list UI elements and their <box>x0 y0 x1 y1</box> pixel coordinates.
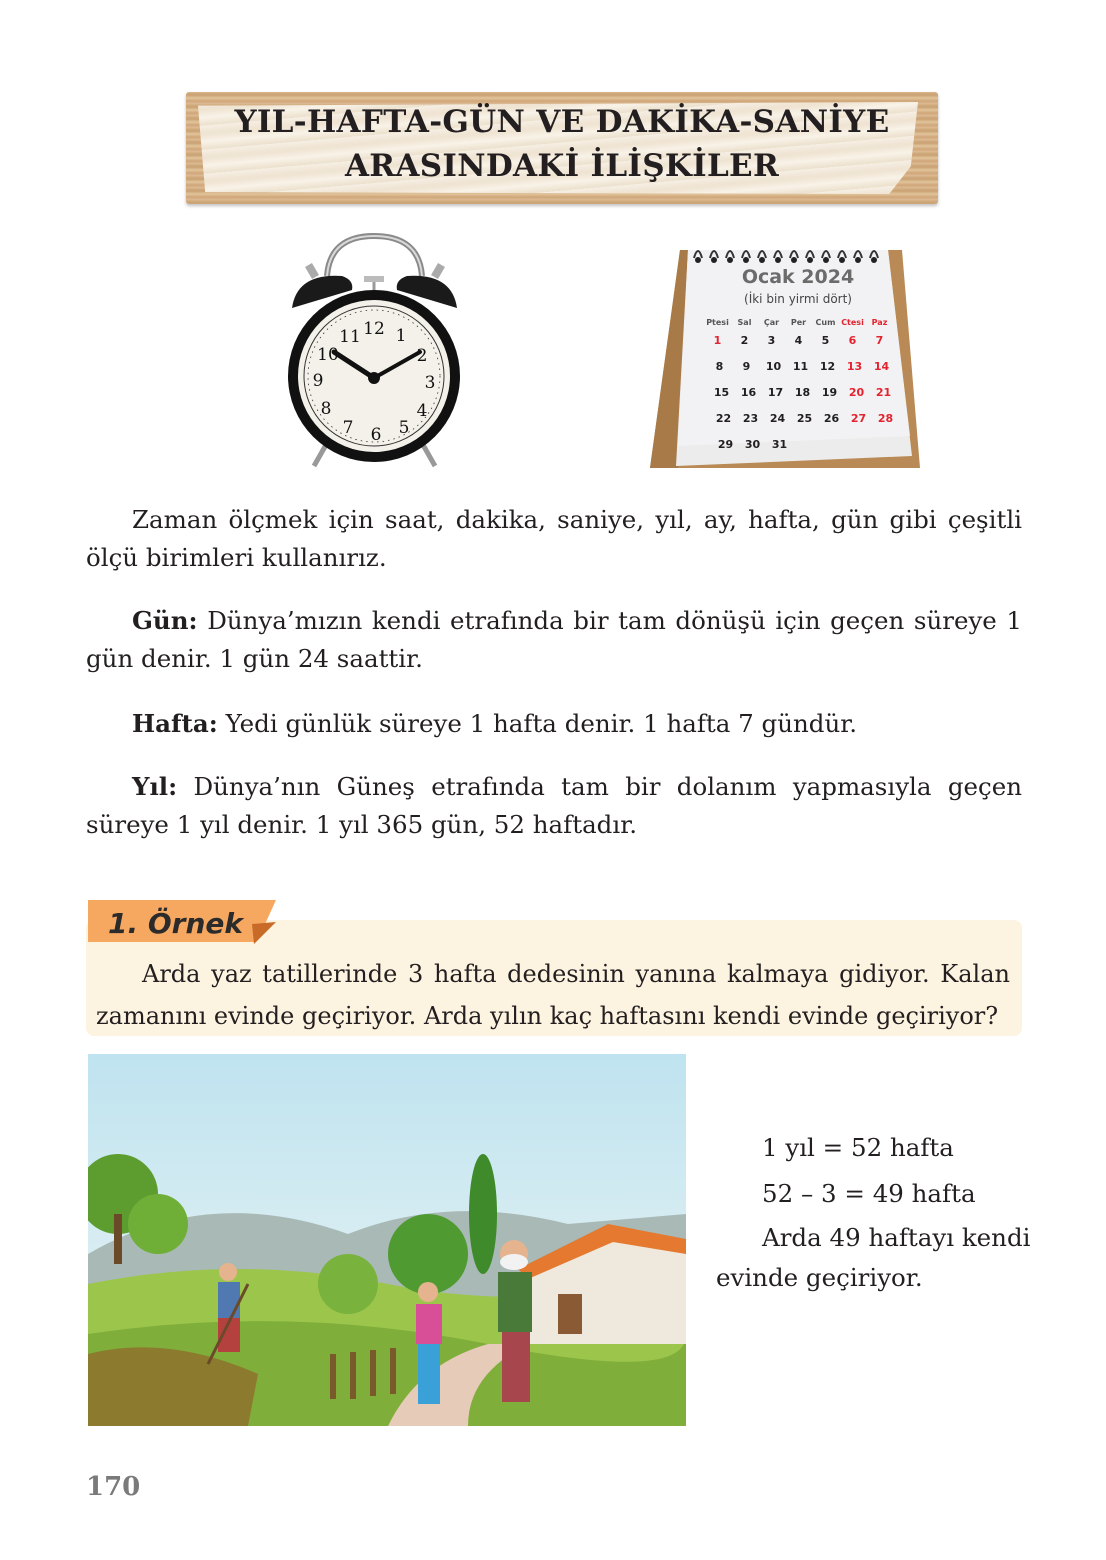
page-number: 170 <box>86 1472 141 1502</box>
calendar-day: 16 <box>740 386 757 399</box>
calendar-subtitle: (İki bin yirmi dört) <box>744 292 852 306</box>
calendar-day: 10 <box>765 360 782 373</box>
example-question-line2: zamanını evinde geçiriyor. Arda yılın kaç haftasını kendi evinde geçiriyor? <box>96 1002 999 1030</box>
calendar-day: 6 <box>848 334 857 347</box>
calendar-day: 17 <box>767 386 784 399</box>
term-hafta: Hafta: <box>132 709 218 738</box>
calendar-month-title: Ocak 2024 <box>741 266 855 288</box>
calendar-day: 18 <box>794 386 811 399</box>
calendar-day: 2 <box>740 334 749 347</box>
calendar-day: 15 <box>713 386 730 399</box>
calendar-day: 21 <box>875 386 892 399</box>
calendar-day: 14 <box>873 360 890 373</box>
clock-number-4: 4 <box>416 401 428 421</box>
calendar-weekday: Cum <box>815 318 836 327</box>
definition-gun: Gün: Dünya’mızın kendi etrafında bir tam dönüşü için geçen süreye 1 gün denir. 1 gün 24 saattir. <box>86 606 1022 673</box>
calendar-day: 4 <box>794 334 803 347</box>
example-question-line1: Arda yaz tatillerinde 3 hafta dedesinin yanına kalmaya gidiyor. Kalan <box>142 960 1010 988</box>
definition-hafta: Hafta: Yedi günlük süreye 1 hafta denir. 1 hafta 7 gündür. <box>132 709 858 738</box>
calendar-day: 9 <box>742 360 751 373</box>
calendar-day: 5 <box>821 334 830 347</box>
calendar-weekday: Sal <box>737 318 752 327</box>
intro-paragraph: Zaman ölçmek için saat, dakika, saniye, yıl, ay, hafta, gün gibi çeşitli ölçü birimleri kullanırız. <box>86 505 1022 572</box>
term-yil: Yıl: <box>132 772 178 801</box>
clock-number-9: 9 <box>312 371 324 391</box>
calendar-weekday: Per <box>790 318 807 327</box>
page-title <box>186 100 938 188</box>
calendar-day: 8 <box>715 360 724 373</box>
term-gun: Gün: <box>132 606 198 635</box>
calendar-day: 27 <box>850 412 867 425</box>
calendar-day: 24 <box>769 412 786 425</box>
calendar-day: 28 <box>877 412 894 425</box>
page-title-line1: YIL-HAFTA-GÜN VE DAKİKA-SANİYE <box>234 104 890 140</box>
clock-number-8: 8 <box>320 399 332 419</box>
clock-number-12: 12 <box>363 319 385 339</box>
solution-line2: 52 – 3 = 49 hafta <box>762 1179 976 1208</box>
calendar-day: 22 <box>715 412 732 425</box>
calendar-day: 7 <box>875 334 884 347</box>
calendar-weekday: Çar <box>763 318 780 327</box>
calendar-day: 12 <box>819 360 836 373</box>
calendar-weekday: Ptesi <box>706 318 729 327</box>
clock-number-3: 3 <box>424 373 436 393</box>
calendar-day: 29 <box>717 438 734 451</box>
solution-line4: evinde geçiriyor. <box>716 1263 923 1292</box>
clock-number-2: 2 <box>416 346 428 366</box>
calendar-day: 3 <box>767 334 776 347</box>
calendar-day: 20 <box>848 386 865 399</box>
definition-yil: Yıl: Dünya’nın Güneş etrafında tam bir dolanım yapmasıyla geçen süreye 1 yıl denir. 1 yıl 365 gün, 52 haftadır. <box>86 772 1022 839</box>
calendar-day: 23 <box>742 412 759 425</box>
clock-number-10: 10 <box>317 345 339 365</box>
clock-number-11: 11 <box>339 327 361 347</box>
clock-number-1: 1 <box>395 326 407 346</box>
calendar-day: 30 <box>744 438 761 451</box>
calendar-day: 1 <box>713 334 722 347</box>
page-title-line2: ARASINDAKİ İLİŞKİLER <box>344 148 780 184</box>
calendar-day: 11 <box>792 360 809 373</box>
calendar-weekday: Paz <box>871 318 888 327</box>
clock-number-5: 5 <box>398 418 410 438</box>
calendar-day: 25 <box>796 412 813 425</box>
clock-number-6: 6 <box>370 425 382 445</box>
desk-calendar-illustration <box>648 236 922 476</box>
calendar-day: 26 <box>823 412 840 425</box>
calendar-weekday: Ctesi <box>841 318 864 327</box>
calendar-day: 19 <box>821 386 838 399</box>
calendar-day: 13 <box>846 360 863 373</box>
clock-number-7: 7 <box>342 418 354 438</box>
alarm-clock-illustration <box>282 228 467 470</box>
example-label: 1. Örnek <box>108 907 244 940</box>
village-scene-illustration <box>88 1054 686 1426</box>
solution-line3: Arda 49 haftayı kendi <box>762 1223 1031 1252</box>
solution-line1: 1 yıl = 52 hafta <box>762 1133 954 1162</box>
calendar-day: 31 <box>771 438 788 451</box>
